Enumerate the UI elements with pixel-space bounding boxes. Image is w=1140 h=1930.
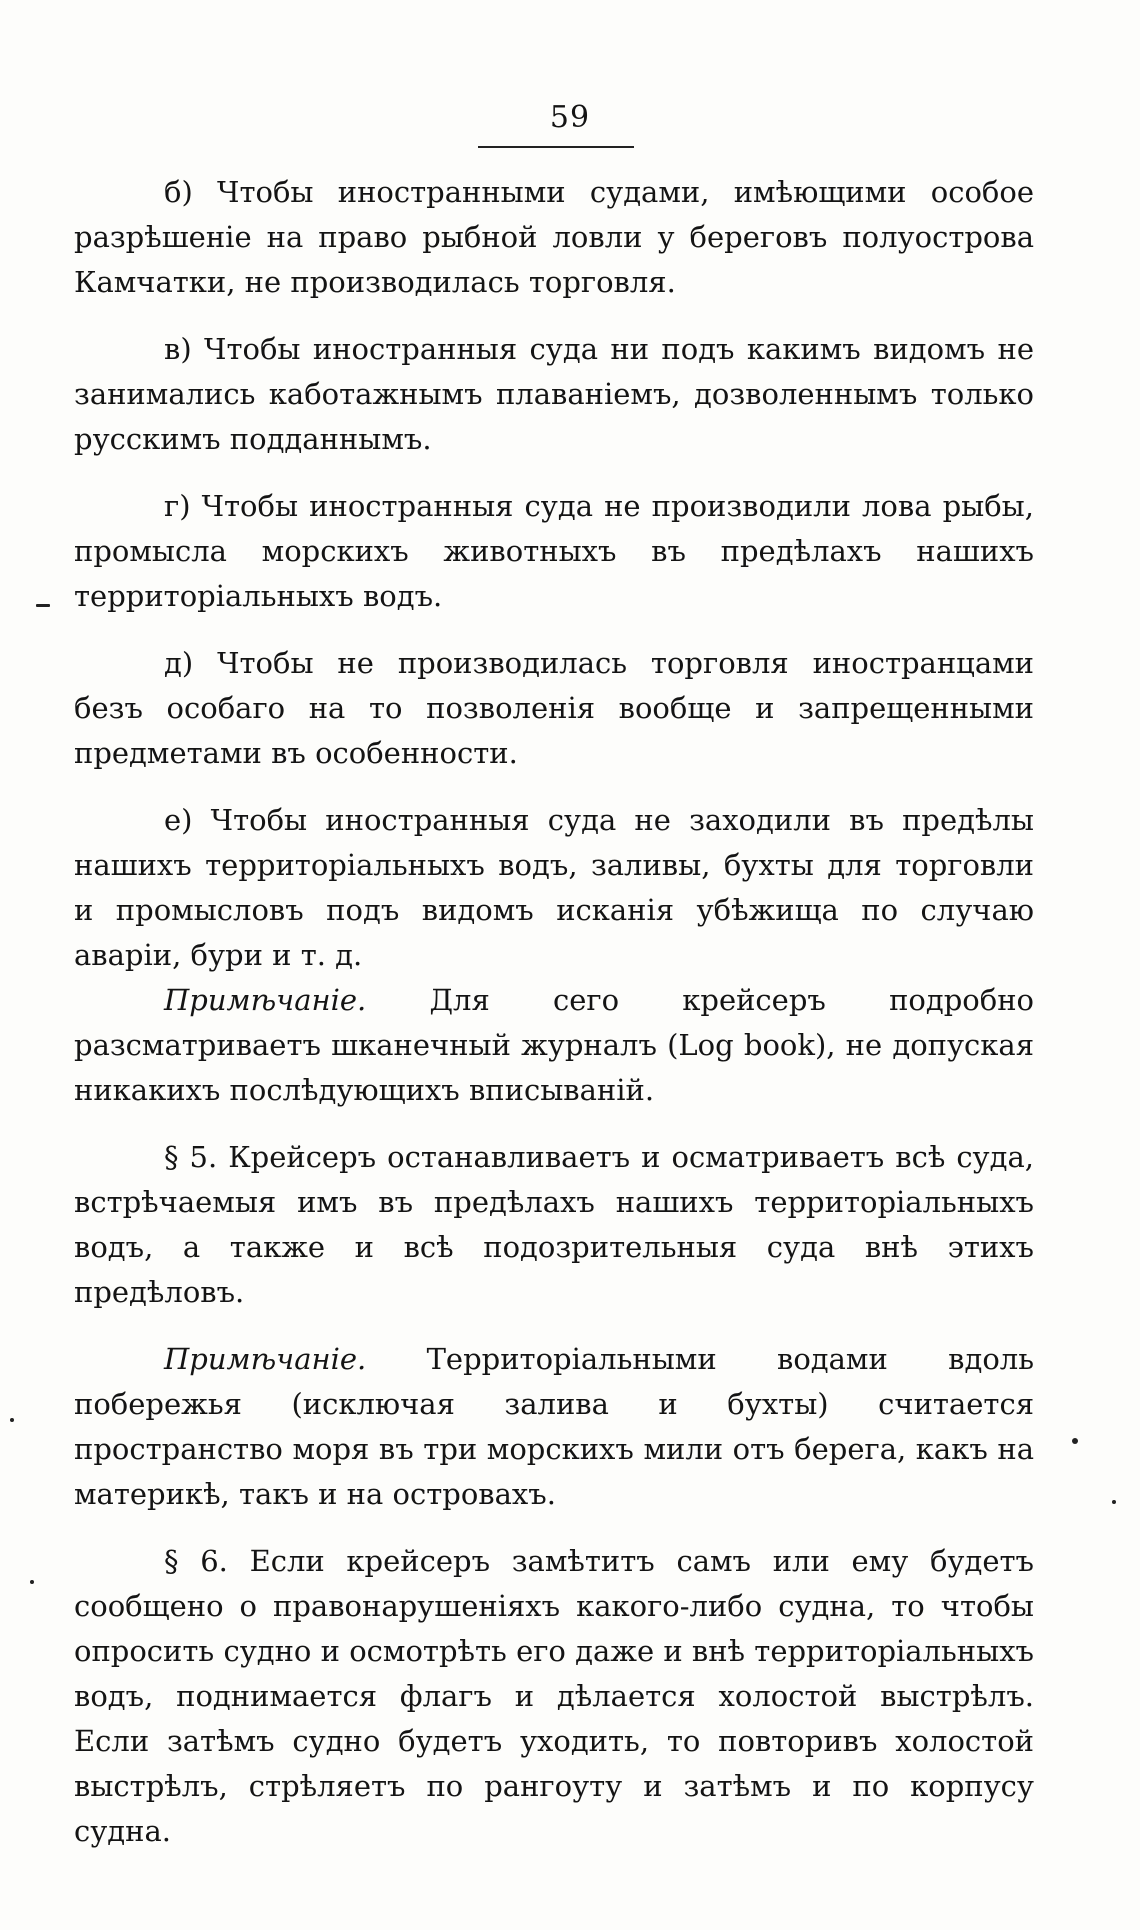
- paragraph-e: е) Чтобы иностранныя суда не заходили въ предѣлы нашихъ территоріальныхъ водъ, заливы, бухты для торговли и промысловъ подъ видомъ исканія убѣжища по случаю аваріи, бури и т. д.: [74, 803, 1034, 972]
- page-number: 59: [549, 100, 591, 135]
- paragraph-v: в) Чтобы иностранныя суда ни подъ какимъ видомъ не занимались каботажнымъ плаваніемъ, дозволеннымъ только русскимъ подданнымъ.: [74, 332, 1034, 456]
- scan-speck: [10, 1418, 14, 1422]
- note-2-lead: Примѣчаніе.: [164, 1342, 367, 1376]
- scan-speck: [36, 604, 50, 607]
- note-1: [74, 978, 1034, 1113]
- scan-speck: [1072, 1438, 1078, 1444]
- note-1-lead: Примѣчаніе.: [164, 983, 367, 1017]
- scan-speck: [30, 1580, 34, 1584]
- note-1-text: Для сего крейсеръ подробно разсматриваетъ шканечный журналъ (Log book), не допуская никакихъ послѣдующихъ вписываній.: [74, 983, 1034, 1107]
- paragraph-d: д) Чтобы не производилась торговля иностранцами безъ особаго на то позволенія вообще и запрещенными предметами въ особенности.: [74, 646, 1034, 770]
- header-rule: [478, 146, 634, 148]
- page-body: [74, 170, 1034, 1854]
- scan-speck: [1112, 1500, 1116, 1504]
- section-5: § 5. Крейсеръ останавливаетъ и осматриваетъ всѣ суда, встрѣчаемыя имъ въ предѣлахъ нашихъ территоріальныхъ водъ, а также и всѣ подозрительныя суда внѣ этихъ предѣловъ.: [74, 1140, 1034, 1309]
- note-2-text: Территоріальными водами вдоль побережья (исключая залива и бухты) считается пространство моря въ три морскихъ мили отъ берега, какъ на материкѣ, такъ и на островахъ.: [74, 1342, 1034, 1511]
- paragraph-b: б) Чтобы иностранными судами, имѣющими особое разрѣшеніе на право рыбной ловли у береговъ полуострова Камчатки, не производилась торговля.: [74, 175, 1034, 299]
- section-6: § 6. Если крейсеръ замѣтитъ самъ или ему будетъ сообщено о правонарушеніяхъ какого-либо судна, то чтобы опросить судно и осмотрѣть его даже и внѣ территоріальныхъ водъ, поднимается флагъ и дѣлается холостой выстрѣлъ. Если затѣмъ судно будетъ уходить, то повторивъ холостой выстрѣлъ, стрѣляетъ по рангоуту и затѣмъ и по корпусу судна.: [74, 1544, 1034, 1848]
- note-2: [74, 1337, 1034, 1517]
- paragraph-g: г) Чтобы иностранныя суда не производили лова рыбы, промысла морскихъ животныхъ въ предѣлахъ нашихъ территоріальныхъ водъ.: [74, 489, 1034, 613]
